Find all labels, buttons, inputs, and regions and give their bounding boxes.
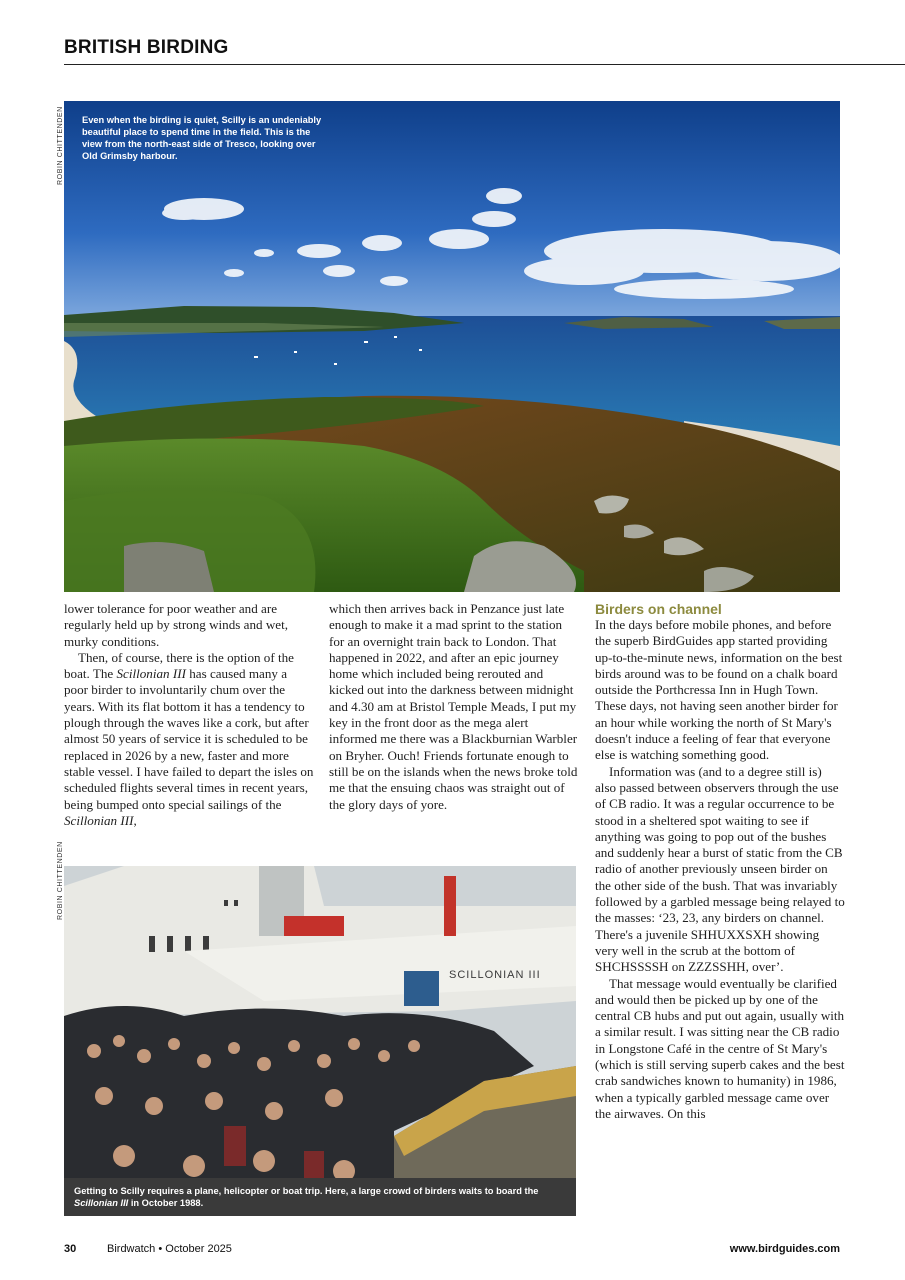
website-link[interactable]: www.birdguides.com (729, 1243, 840, 1255)
paragraph: Information was (and to a degree still is) also passed between observers through the use of CB radio. It was a regular occurrence to be stood in a sheltered spot waiting to see if anything was going to pop out of the bushes and suddenly hear a burst of static from the CB radio of another previously unseen birder on the other side of the bush. That was invariably followed by a garbled message being relayed to the masses: ‘23, 23, any birders on channel. There's a juvenile SHHUXXSXH showing very well in the scrub at the bottom of SHCHSSSSH on ZZZSSHH, over’. (595, 763, 845, 975)
article-column-3 (595, 601, 845, 1122)
photo-caption-bottom: Getting to Scilly requires a plane, helicopter or boat trip. Here, a large crowd of birders waits to board the Scillonian III in October 1988. (64, 1178, 576, 1216)
tresco-landscape-illustration (64, 101, 840, 592)
page-number: 30 (64, 1243, 77, 1255)
article-column-2 (329, 601, 579, 813)
paragraph: which then arrives back in Penzance just late enough to make it a mad sprint to the station for an overnight train back to London. That happened in 2022, and after an epic journey home which included being rerouted and kicked out into the darkness between midnight and 4.30 am at Bristol Temple Meads, I put my key in the front door as the mega alert informed me there was a Blackburnian Warbler on Bryher. Ouch! Friends fortunate enough to still be on the islands when the news broke told me that the ensuing chaos was straight out of the glory days of yore. (329, 601, 578, 812)
paragraph: In the days before mobile phones, and before the superb BirdGuides app started providing up-to-the-minute news, information on the best birds around was to be found on a chalk board outside the Porthcressa Inn in Hugh Town. These days, not having seen another birder for an hour while working the north of St Mary's doesn't induce a feeling of fear that everyone else is watching something good. (595, 617, 843, 763)
paragraph: Then, of course, there is the option of the boat. The Scillonian III has caused many a poor birder to involuntarily chum over the years. With its flat bottom it has a tendency to plough through the waves like a cork, but after almost 50 years of service it is scheduled to be replaced in 2026 by a new, faster and more stable vessel. I have failed to depart the isles on scheduled flights several times in recent years, being bumped onto special sailings of the Scillonian III, (64, 649, 314, 828)
scillonian-crowd-photo (64, 866, 576, 1216)
header-rule (64, 64, 905, 65)
section-title: BRITISH BIRDING (64, 37, 229, 58)
article-column-1 (64, 601, 314, 829)
magazine-issue: Birdwatch • October 2025 (107, 1243, 232, 1255)
paragraph: lower tolerance for poor weather and are regularly held up by strong winds and wet, murky conditions. (64, 601, 289, 649)
scillonian-crowd-illustration (64, 866, 576, 1216)
photo-credit-top: ROBIN CHITTENDEN (57, 106, 64, 185)
ship-hull-lettering: SCILLONIAN III (449, 969, 541, 981)
photo-caption-top: Even when the birding is quiet, Scilly is an undeniably beautiful place to spend time in the field. This is the view from the north-east side of Tresco, looking over Old Grimsby harbour. (82, 115, 322, 161)
paragraph: That message would eventually be clarified and would then be picked up by one of the central CB hubs and put out again, usually with a similar result. I was sitting near the CB radio in Longstone Café in the centre of St Mary's (which is still serving superb cakes and the best crab sandwiches known to humanity) in 1986, when a typically garbled message came over the airwaves. On this (595, 975, 845, 1121)
subheading: Birders on channel (595, 601, 722, 617)
photo-credit-bottom: ROBIN CHITTENDEN (57, 841, 64, 920)
tresco-landscape-photo (64, 101, 840, 592)
